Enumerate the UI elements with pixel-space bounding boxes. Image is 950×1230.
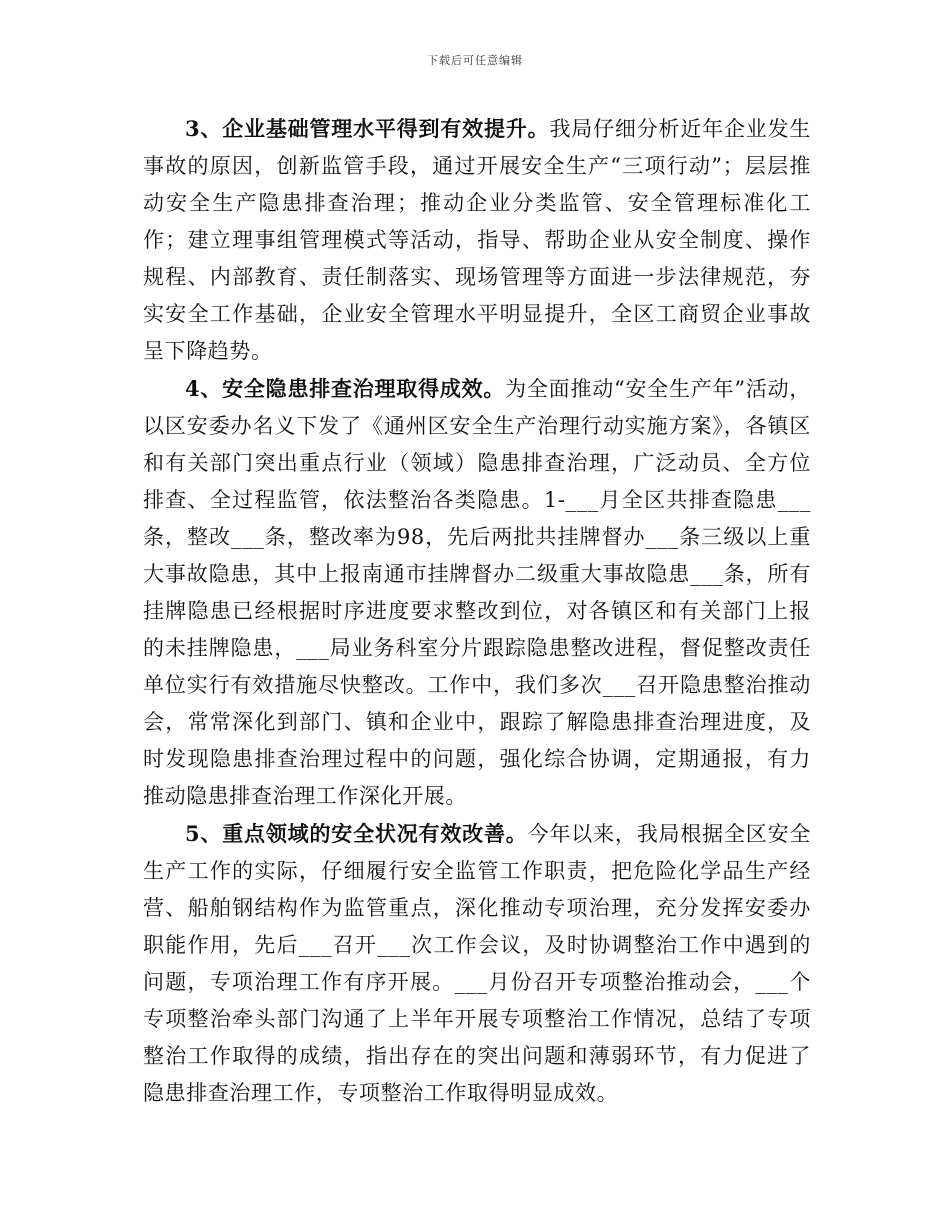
paragraph-5-text: 今年以来，我局根据全区安全生产工作的实际，仔细履行安全监管工作职责，把危险化学品生产经营、船舶钢结构作为监管重点，深化推动专项治理，充分发挥安委办职能作用，先后___召开___次工作会议，及时协调整治工作中遇到的问题，专项治理工作有序开展。___月份召开专项整治推动会，___个专项整治牵头部门沟通了上半年开展专项整治工作情况，总结了专项整治工作取得的成绩，指出存在的突出问题和薄弱环节，有力促进了隐患排查治理工作，专项整治工作取得明显成效。 — [143, 822, 811, 1105]
paragraph-4-heading: 4、安全隐患排查治理取得成效。 — [185, 376, 506, 401]
paragraph-3-heading: 3、企业基础管理水平得到有效提升。 — [185, 116, 550, 141]
paragraph-5 — [143, 815, 811, 1112]
document-body — [143, 110, 811, 1112]
paragraph-4-text: 为全面推动“安全生产年”活动，以区安委办名义下发了《通州区安全生产治理行动实施方案》，各镇区和有关部门突出重点行业（领域）隐患排查治理，广泛动员、全方位排查、全过程监管，依法整治各类隐患。1-___月全区共排查隐患___条，整改___条，整改率为98，先后两批共挂牌督办___条三级以上重大事故隐患，其中上报南通市挂牌督办二级重大事故隐患___条，所有挂牌隐患已经根据时序进度要求整改到位，对各镇区和有关部门上报的未挂牌隐患，___局业务科室分片跟踪隐患整改进程，督促整改责任单位实行有效措施尽快整改。工作中，我们多次___召开隐患整治推动会，常常深化到部门、镇和企业中，跟踪了解隐患排查治理进度，及时发现隐患排查治理过程中的问题，强化综合协调，定期通报，有力推动隐患排查治理工作深化开展。 — [143, 377, 811, 808]
page-header: 下载后可任意编辑 — [427, 54, 523, 67]
paragraph-3-text: 我局仔细分析近年企业发生事故的原因，创新监管手段，通过开展安全生产“三项行动”；层层推动安全生产隐患排查治理；推动企业分类监管、安全管理标准化工作；建立理事组管理模式等活动，指导、帮助企业从安全制度、操作规程、内部教育、责任制落实、现场管理等方面进一步法律规范，夯实安全工作基础，企业安全管理水平明显提升，全区工商贸企业事故呈下降趋势。 — [143, 117, 812, 363]
paragraph-5-heading: 5、重点领域的安全状况有效改善。 — [185, 821, 528, 846]
paragraph-3 — [143, 110, 811, 370]
paragraph-4 — [143, 370, 811, 815]
